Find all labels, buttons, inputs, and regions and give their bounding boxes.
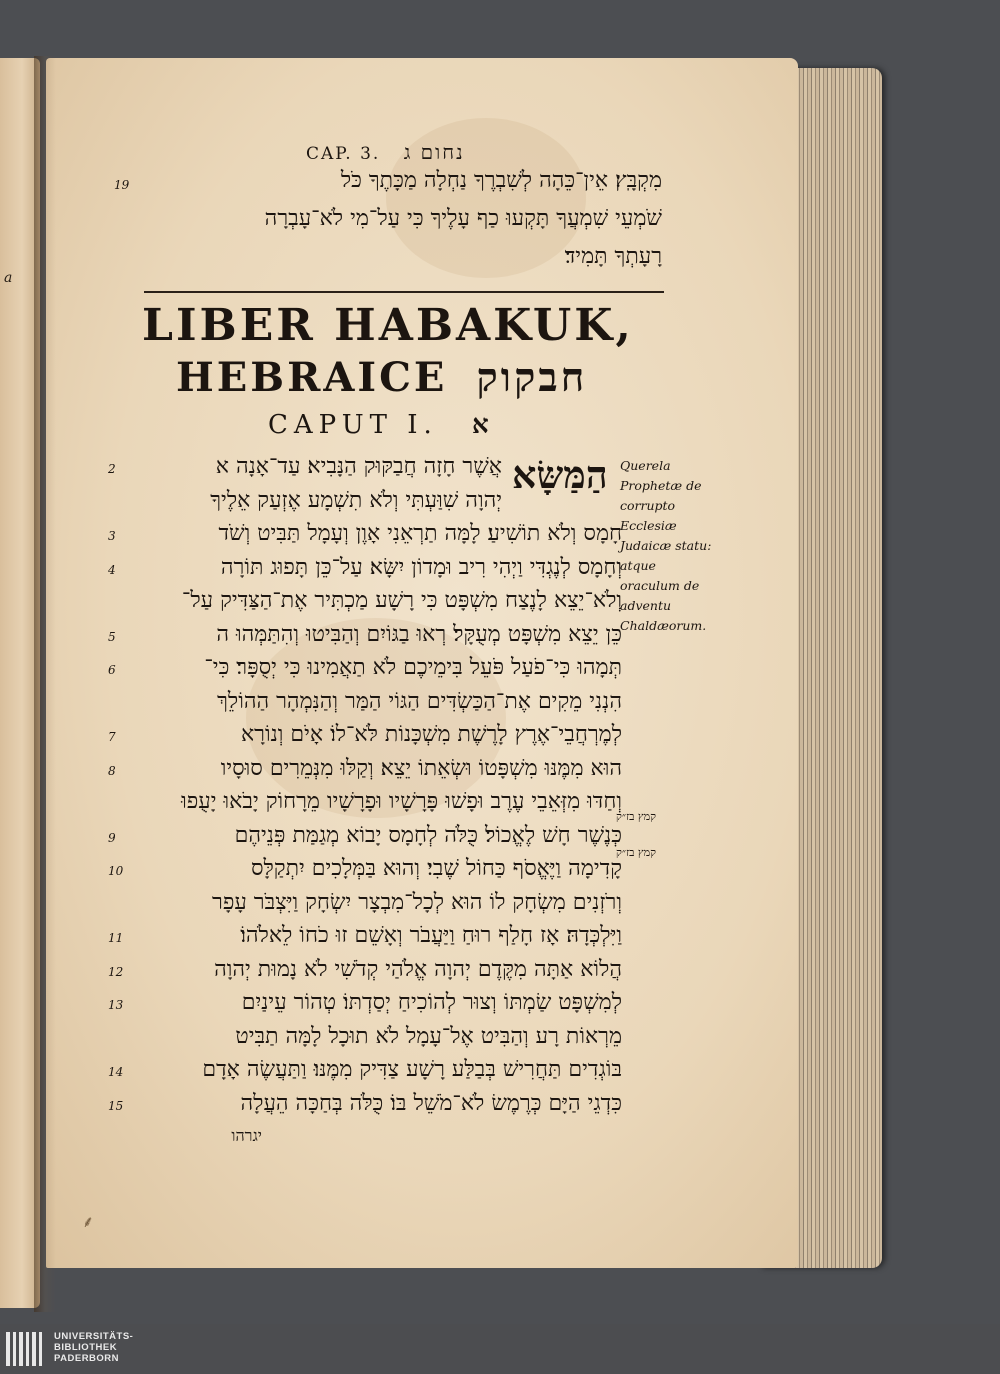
book-page	[46, 58, 798, 1268]
verse-number: 8	[108, 763, 116, 778]
verse-line: חָמָס וְלֹא תוֹשִׁיעַ׃ לָמָּה תַרְאֵנִי אָוֶן וְעָמָל תַּבִּיט וְשֹׁד	[218, 521, 622, 546]
gutter-shadow	[34, 56, 56, 1312]
verse-line: קָדִימָה וַיֶּאֱסֹף כַּחוֹל שֶׁבִי׃ וְהוּא בַּמְּלָכִים יִתְקַלָּס	[251, 856, 622, 881]
paper-mark: ⸙	[82, 1212, 95, 1231]
verse-number: 9	[108, 830, 116, 845]
verse-line: כֵּן יֵצֵא מִשְׁפָּט מְעֻקָּל׃ רְאוּ בַגּוֹיִם וְהַבִּיטוּ וְהִתַּמְּהוּ ה	[216, 621, 622, 647]
margin-kamets-note: קמץ בז״ק	[616, 846, 657, 859]
verse-number: 5	[108, 629, 116, 644]
verse-line: הֲלוֹא אַתָּה מִקֶּדֶם יְהוָה אֱלֹהַי קְדֹשִׁי לֹא נָמוּת יְהוָה	[214, 956, 622, 982]
nahum-line: שֹׁמְעֵי שִׁמְעֲךָ תָּקְעוּ כַף עָלֶיךָ כִּי עַל־מִי לֹא־עָבְרָה	[264, 206, 662, 231]
verse-number: 3	[108, 529, 116, 543]
verse-number: 13	[108, 998, 124, 1012]
paper-stain	[246, 618, 506, 818]
library-footer	[0, 1324, 1000, 1374]
verse-number: 11	[108, 931, 124, 945]
section-rule	[144, 291, 664, 293]
verse-line: בּוֹגְדִים תַּחֲרִישׁ בְּבַלַּע רָשָׁע צַדִּיק מִמֶּנּוּ׃ וַתַּעֲשֶׂה אָדָם	[202, 1057, 622, 1082]
catchword: יגרהו	[231, 1126, 262, 1145]
verse-number: 14	[108, 1065, 124, 1079]
running-head-latin: CAP. 3.	[306, 144, 381, 164]
initial-word: הַמַּשָּׂא	[512, 452, 608, 497]
verse-line: לְמִשְׁפָּט שַׂמְתּוֹ וְצוּר לְהוֹכִיחַ יְסַדְתּוֹ׃ טְהוֹר עֵינַיִם	[241, 990, 622, 1015]
verse-line: לְמֶרְחֲבֵי־אֶרֶץ לָרֶשֶׁת מִשְׁכָּנוֹת לֹּא־לוֹ׃ אָיֹם וְנוֹרָא	[240, 722, 622, 747]
verse-line: וַיִּלְכְּדָהּ׃ אָז חָלַף רוּחַ וַיַּעֲבֹר וְאָשֵׁם זוּ כֹחוֹ לֵאלֹהוֹ׃	[240, 923, 622, 948]
chapter-heading	[268, 410, 495, 440]
verse-line: אֲשֶׁר חָזָה חֲבַקּוּק הַנָּבִיא׃ עַד־אָנָה א	[215, 454, 502, 479]
verse-number: 10	[108, 864, 124, 878]
verse-line: וְחַדּוּ מִזְּאֵבֵי עֶרֶב וּפָשׁוּ פָּרָשָׁיו וּפָרָשָׁיו מֵרָחוֹק יָבֹאוּ יָעֻפוּ	[181, 789, 622, 814]
verse-number: 6	[108, 663, 116, 677]
running-head	[306, 140, 465, 165]
verse-number: 15	[108, 1098, 124, 1113]
verse-line: הִנְנִי מֵקִים אֶת־הַכַּשְׂדִּים הַגּוֹי הַמַּר וְהַנִּמְהָר הַהוֹלֵךְ	[217, 688, 622, 714]
nahum-line: מִקְבָּֽץ׃ אֵין־כֵּהָה לְשִׁבְרֶךָ נַחְלָה מַכָּתֶךָ כֹּל	[340, 168, 662, 193]
verse-line: תְּמָהוּ כִּי־פֹעַל פֹּעֵל בִּימֵיכֶם לֹא תַאֲמִינוּ כִּי יְסֻפָּר׃ כִּי־	[204, 655, 622, 680]
verse-number: 19	[114, 178, 130, 192]
verse-line: יְהוָה שִׁוַּעְתִּי וְלֹא תִשְׁמָע אֶזְעַק אֵלֶיךָ	[210, 487, 502, 513]
verse-number: 2	[108, 462, 116, 476]
subtitle-latin: HEBRAICE	[176, 354, 448, 401]
verse-line: מֵרְאוֹת רָע וְהַבִּיט אֶל־עָמָל לֹא תוּכָל לָמָּה תַבִּיט	[235, 1023, 622, 1049]
library-name-line3: PADERBORN	[54, 1353, 120, 1364]
verse-number: 12	[108, 964, 124, 979]
library-name-line2: BIBLIOTHEK	[54, 1342, 118, 1353]
library-name-line1: UNIVERSITÄTS-	[54, 1331, 134, 1342]
library-logo-icon	[6, 1332, 42, 1366]
verse-line: כִּדְגֵי הַיָּם כְּרֶמֶשׂ לֹא־מֹשֵׁל בּוֹ׃ כֻּלֹּה בְּחַכָּה הֵעֲלָה	[240, 1090, 622, 1116]
chapter-hebrew: א	[472, 410, 495, 440]
verse-number: 7	[108, 730, 116, 744]
verse-number: 4	[108, 562, 116, 577]
verse-line: הוּא מִמֶּנּוּ מִשְׁפָּטוֹ וּשְׂאֵתוֹ יֵצֵא׃ וְקַלּוּ מִנְּמֵרִים סוּסָיו	[220, 755, 622, 781]
verse-line: כְּנֶשֶׁר חָשׁ לֶאֱכוֹל׃ כֻּלֹּה לְחָמָס יָבוֹא מְגַמַּת פְּנֵיהֶם	[234, 822, 622, 848]
library-name	[54, 1331, 133, 1364]
subtitle-hebrew: חבקוק	[476, 354, 588, 401]
book-title: LIBER HABAKUK,	[142, 300, 634, 351]
verse-line: וְחָמָס לְנֶגְדִּי וַיְהִי רִיב וּמָדוֹן יִשָּׂא׃ עַל־כֵּן תָּפוּג תּוֹרָה	[220, 554, 622, 580]
running-head-hebrew: נחום ג	[403, 140, 465, 164]
nahum-line: רָעָתְךָ תָּמִיד׃	[564, 244, 662, 269]
verse-line: וְרֹזְנִים מִשְׂחָק לוֹ הוּא לְכָל־מִבְצָר יִשְׂחָק וַיִּצְבֹּר עָפָר	[212, 889, 622, 915]
verse-line: וְלֹא־יֵצֵא לָנֶצַח מִשְׁפָּט כִּי רָשָׁע מַכְתִּיר אֶת־הַצַּדִּיק עַל־	[181, 588, 622, 613]
chapter-latin: CAPUT I.	[268, 410, 438, 440]
margin-kamets-note: קמץ בז״ק	[616, 810, 657, 823]
marginal-note: Querela Prophetæ de corrupto Ecclesiæ Judaicæ statu: atque oraculum de adventu Chaldæorum.	[620, 458, 712, 633]
book-subtitle	[176, 354, 587, 401]
left-page-mark: a	[4, 270, 13, 286]
